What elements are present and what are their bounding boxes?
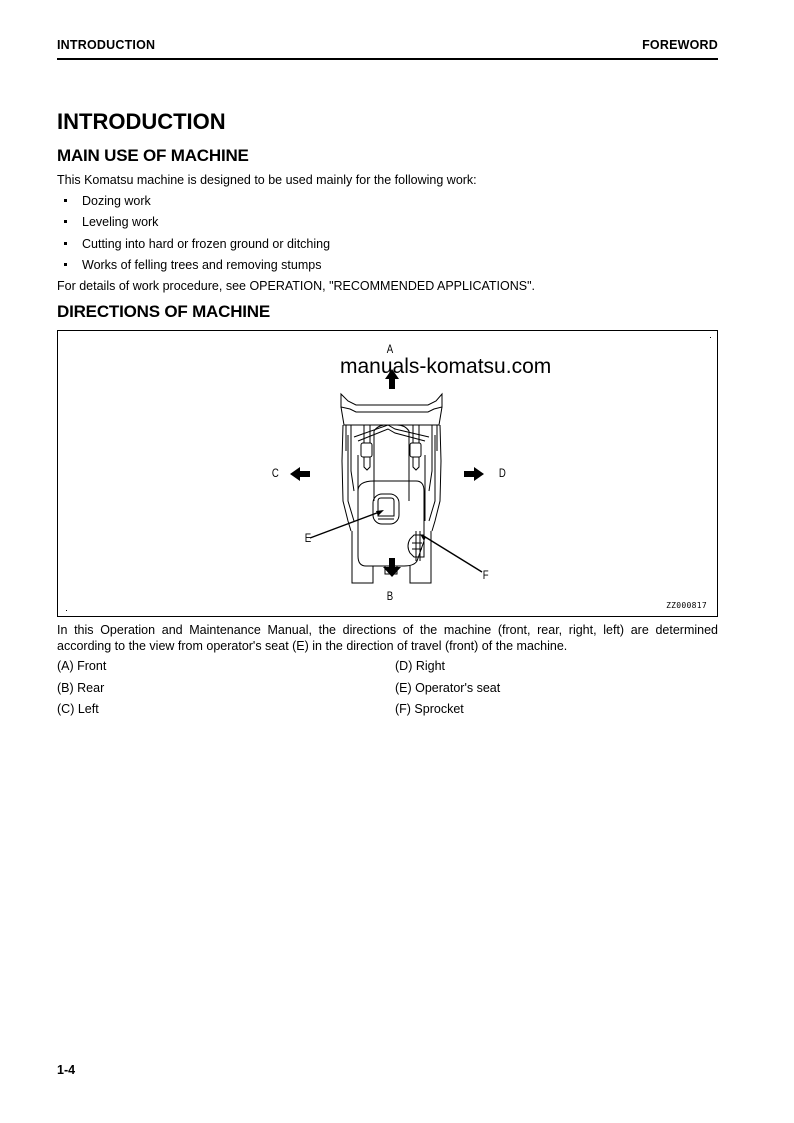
directions-description: In this Operation and Maintenance Manual, the directions of the machine (front, rear, right, left) are determined according to the view from operator's seat (E) in the direction of travel (front) of the machine. <box>57 623 718 653</box>
legend-item-operator-seat: (E) Operator's seat <box>395 680 501 695</box>
work-procedure-reference: For details of work procedure, see OPERATION, "RECOMMENDED APPLICATIONS". <box>57 279 535 293</box>
list-item-text: Dozing work <box>82 194 151 208</box>
legend-column-right <box>395 658 500 723</box>
bullet-icon <box>64 220 67 223</box>
header-section-title: INTRODUCTION <box>57 38 156 52</box>
label-b: B <box>386 589 394 603</box>
directions-heading: DIRECTIONS OF MACHINE <box>57 302 271 321</box>
list-item-text: Leveling work <box>82 215 159 230</box>
list-item-text: Works of felling trees and removing stumps <box>82 257 322 272</box>
legend-item-left: (C) Left <box>57 702 99 716</box>
arrow-left-icon <box>290 467 310 481</box>
list-item-text: Cutting into hard or frozen ground or ditching <box>82 236 331 251</box>
figure-code: ZZ000817 <box>666 601 707 610</box>
page-title: INTRODUCTION <box>57 109 226 134</box>
legend-item-sprocket: (F) Sprocket <box>395 702 464 716</box>
label-f: F <box>482 568 489 582</box>
label-c: C <box>271 466 279 480</box>
legend-item-rear: (B) Rear <box>57 680 105 695</box>
arrow-right-icon <box>464 467 484 481</box>
machine-directions-figure <box>57 330 718 617</box>
header-chapter-title: FOREWORD <box>642 38 718 52</box>
label-a: A <box>386 342 394 356</box>
legend-column-left <box>57 658 106 723</box>
legend-item-right: (D) Right <box>395 659 446 673</box>
label-e: E <box>304 531 312 545</box>
main-use-heading: MAIN USE OF MACHINE <box>57 146 249 165</box>
page-number: 1-4 <box>57 1063 76 1077</box>
running-header <box>57 38 718 60</box>
bullet-icon <box>64 263 67 266</box>
bullet-icon <box>64 242 67 245</box>
label-d: D <box>498 466 506 480</box>
bullet-icon <box>64 199 67 202</box>
watermark-text: manuals-komatsu.com <box>340 355 552 378</box>
legend-item-front: (A) Front <box>57 659 107 673</box>
main-use-intro: This Komatsu machine is designed to be used mainly for the following work: <box>57 173 477 187</box>
